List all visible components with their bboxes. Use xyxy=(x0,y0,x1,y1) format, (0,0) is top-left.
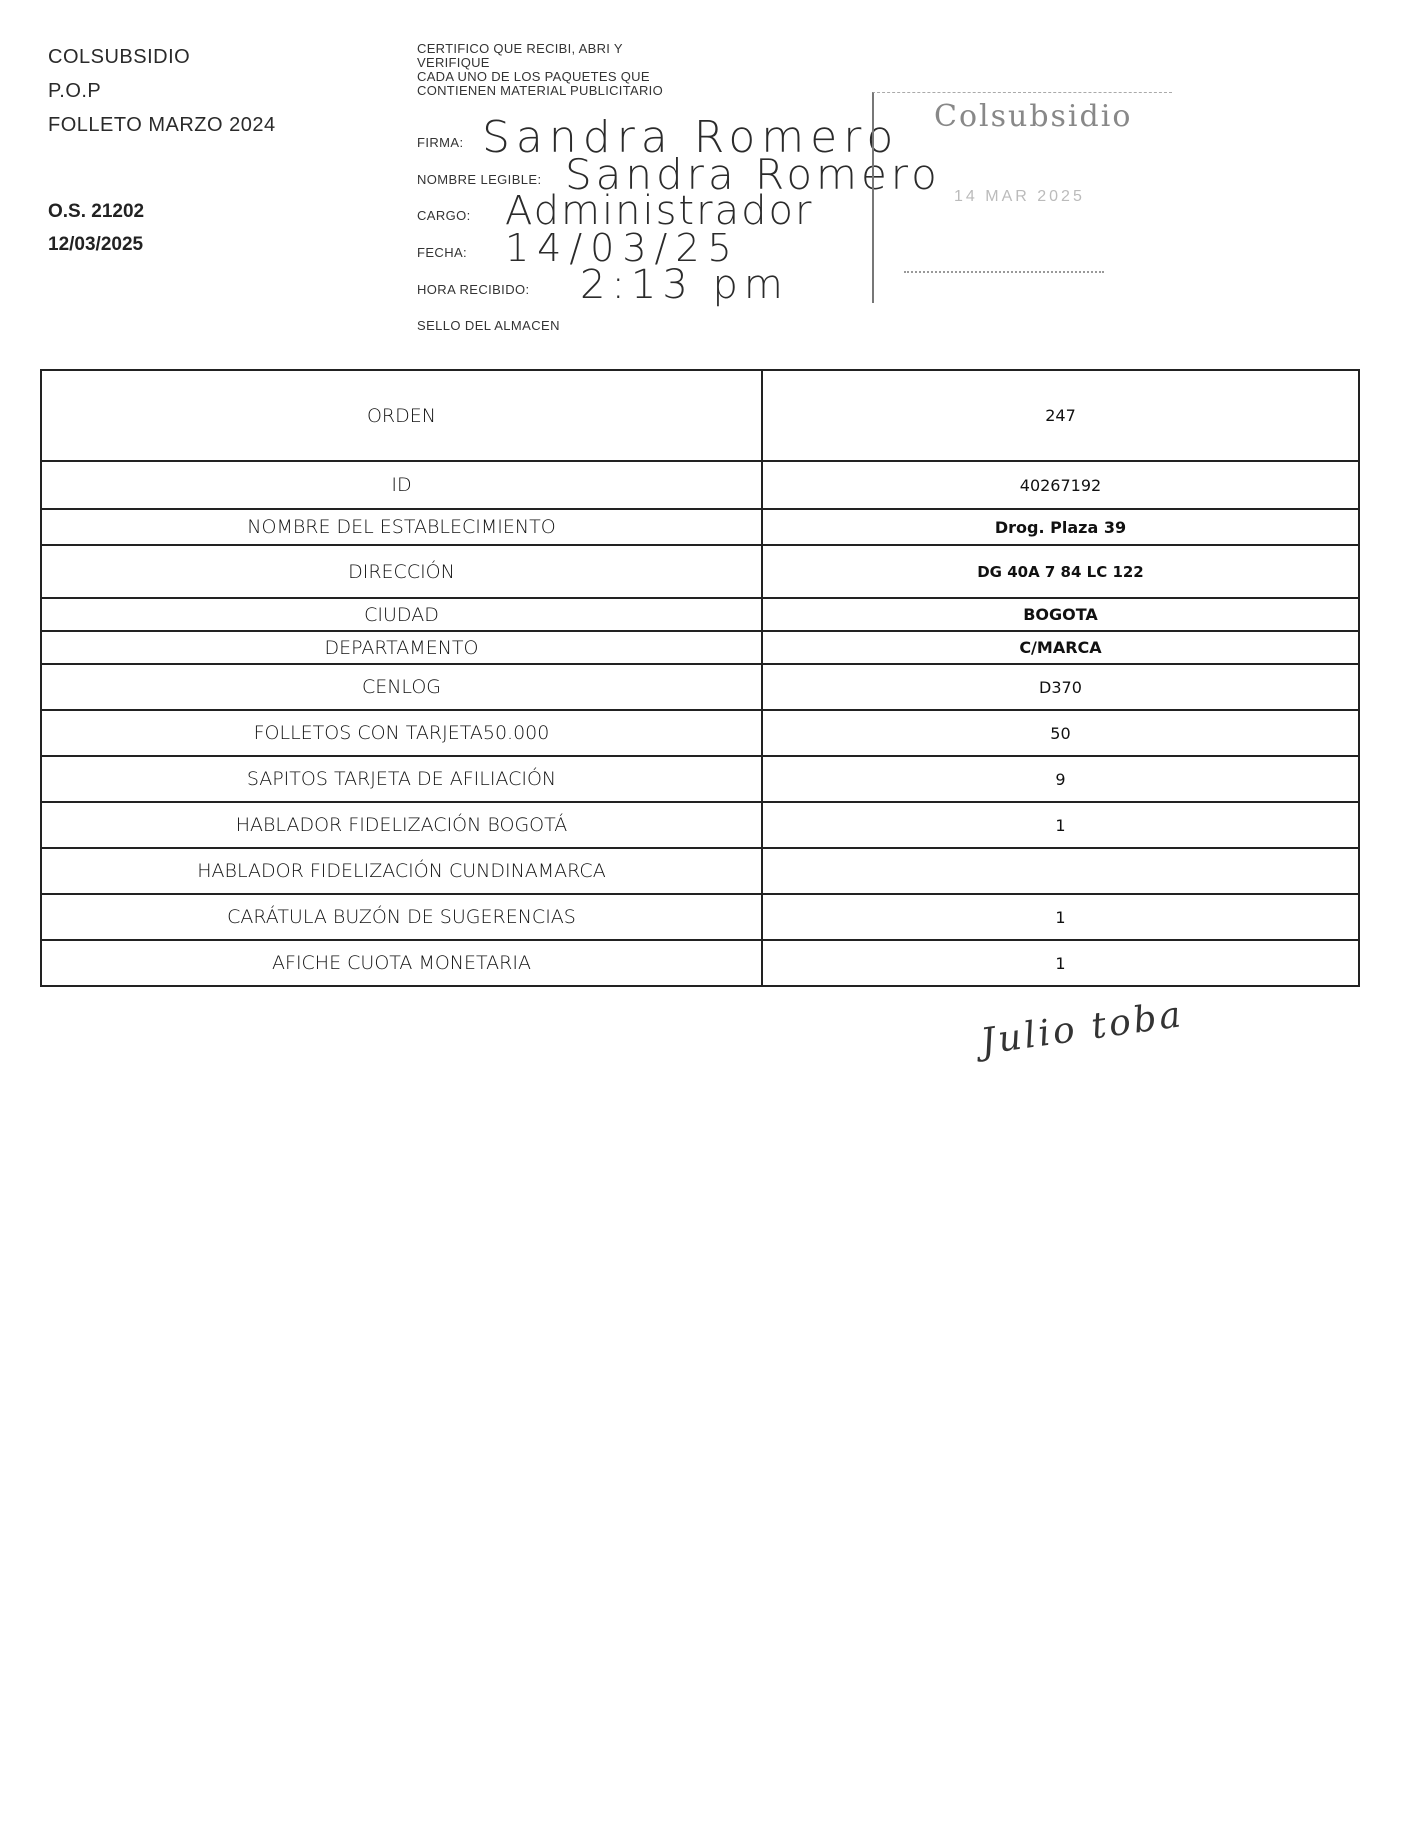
firma-label: FIRMA: xyxy=(417,135,464,150)
firma-handwritten: Sandra Romero xyxy=(482,112,900,163)
row-value: D370 xyxy=(762,664,1359,710)
row-label: CENLOG xyxy=(41,664,762,710)
row-label: DEPARTAMENTO xyxy=(41,631,762,664)
row-value: 40267192 xyxy=(762,461,1359,509)
hora-handwritten: 2:13 pm xyxy=(580,262,789,308)
row-label: ID xyxy=(41,461,762,509)
row-label: DIRECCIÓN xyxy=(41,545,762,598)
sello-label: SELLO DEL ALMACEN xyxy=(417,318,560,333)
stamp-logo: Colsubsidio xyxy=(934,99,1133,134)
table-row xyxy=(41,631,1359,664)
stamp-signature-line xyxy=(904,253,1104,273)
row-value: 247 xyxy=(762,370,1359,461)
row-label: CARÁTULA BUZÓN DE SUGERENCIAS xyxy=(41,894,762,940)
fecha-handwritten: 14/03/25 xyxy=(505,226,740,270)
delivery-table xyxy=(40,369,1360,987)
table-row xyxy=(41,894,1359,940)
certificate-line: CERTIFICO QUE RECIBI, ABRI Y xyxy=(417,41,623,56)
row-value: 50 xyxy=(762,710,1359,756)
table-row xyxy=(41,664,1359,710)
row-value: DG 40A 7 84 LC 122 xyxy=(762,545,1359,598)
table-row xyxy=(41,756,1359,802)
cargo-handwritten: Administrador xyxy=(505,188,814,234)
certificate-line: CADA UNO DE LOS PAQUETES QUE xyxy=(417,69,650,84)
row-label: AFICHE CUOTA MONETARIA xyxy=(41,940,762,986)
document-subtitle: P.O.P xyxy=(48,80,102,102)
document-date: 12/03/2025 xyxy=(48,234,144,255)
fecha-label: FECHA: xyxy=(417,245,468,260)
certificate-text xyxy=(417,42,663,98)
cargo-label: CARGO: xyxy=(417,208,471,223)
nombre-label: NOMBRE LEGIBLE: xyxy=(417,172,542,187)
table-row xyxy=(41,370,1359,461)
row-label: FOLLETOS CON TARJETA50.000 xyxy=(41,710,762,756)
row-label: HABLADOR FIDELIZACIÓN CUNDINAMARCA xyxy=(41,848,762,894)
row-value: Drog. Plaza 39 xyxy=(762,509,1359,545)
row-value: C/MARCA xyxy=(762,631,1359,664)
os-number: O.S. 21202 xyxy=(48,201,145,222)
row-value: BOGOTA xyxy=(762,598,1359,631)
table-row xyxy=(41,598,1359,631)
row-value xyxy=(762,848,1359,894)
hora-label: HORA RECIBIDO: xyxy=(417,282,530,297)
table-row xyxy=(41,710,1359,756)
table-row xyxy=(41,802,1359,848)
header-block xyxy=(48,40,276,142)
order-info xyxy=(48,195,144,261)
nombre-handwritten: Sandra Romero xyxy=(565,150,941,199)
row-label: CIUDAD xyxy=(41,598,762,631)
company-name: COLSUBSIDIO xyxy=(48,46,191,68)
table-row xyxy=(41,940,1359,986)
folleto-title: FOLLETO MARZO 2024 xyxy=(48,114,276,136)
store-stamp xyxy=(872,92,1172,303)
table-row xyxy=(41,848,1359,894)
table-row xyxy=(41,461,1359,509)
row-label: NOMBRE DEL ESTABLECIMIENTO xyxy=(41,509,762,545)
certificate-line: VERIFIQUE xyxy=(417,55,490,70)
row-value: 1 xyxy=(762,940,1359,986)
certificate-line: CONTIENEN MATERIAL PUBLICITARIO xyxy=(417,83,663,98)
row-value: 1 xyxy=(762,802,1359,848)
row-label: HABLADOR FIDELIZACIÓN BOGOTÁ xyxy=(41,802,762,848)
table-row xyxy=(41,545,1359,598)
row-label: ORDEN xyxy=(41,370,762,461)
table-row xyxy=(41,509,1359,545)
row-label: SAPITOS TARJETA DE AFILIACIÓN xyxy=(41,756,762,802)
row-value: 1 xyxy=(762,894,1359,940)
bottom-signature: Julio toba xyxy=(978,993,1187,1064)
stamp-date: 14 MAR 2025 xyxy=(954,188,1085,205)
row-value: 9 xyxy=(762,756,1359,802)
